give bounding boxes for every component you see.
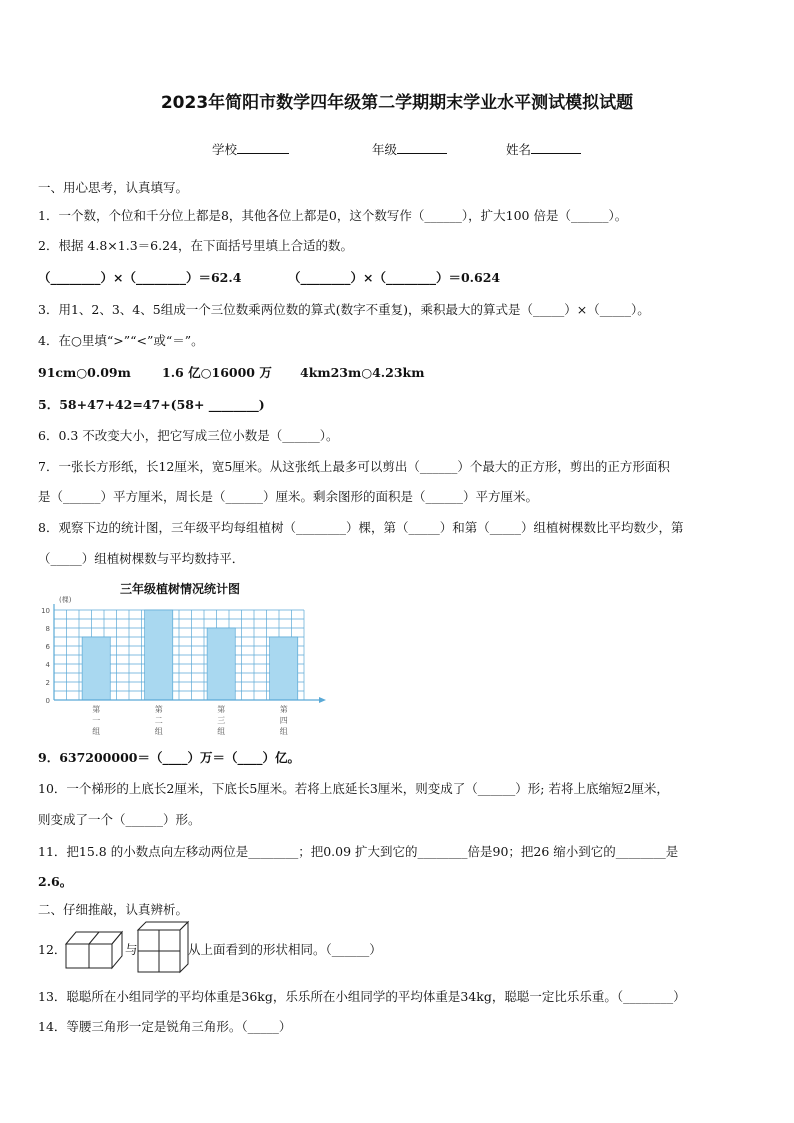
question-6: 6．0.3 不改变大小，把它写成三位小数是（______）。 <box>38 428 339 443</box>
x-tick-label: 第 <box>217 705 226 714</box>
y-tick-label: 8 <box>45 625 50 633</box>
x-tick-label: 二 <box>154 716 163 725</box>
y-tick-label: 10 <box>41 607 50 615</box>
school-field[interactable] <box>212 141 289 158</box>
question-11-line-2: 2.6。 <box>38 874 73 889</box>
name-label: 姓名 <box>506 142 532 157</box>
bar-第四组 <box>270 637 298 700</box>
question-9: 9．637200000＝（____）万＝（____）亿。 <box>38 750 300 765</box>
x-tick-label: 组 <box>279 727 288 736</box>
question-4: 4．在○里填“>”“<”或“＝”。 <box>38 333 204 348</box>
school-label: 学校 <box>212 142 238 157</box>
x-tick-label: 第 <box>154 705 163 714</box>
x-tick-label: 第 <box>279 705 288 714</box>
grade-field[interactable] <box>372 141 447 158</box>
cube-shape-b <box>136 920 190 974</box>
page-title: 2023年简阳市数学四年级第二学期期末学业水平测试模拟试题 <box>160 93 634 113</box>
x-tick-label: 组 <box>154 727 163 736</box>
section-2-heading: 二、仔细推敲，认真辨析。 <box>38 902 189 917</box>
question-12-and: 与 <box>125 942 138 957</box>
question-8-line-2: （_____）组植树棵数与平均数持平． <box>38 551 245 566</box>
section-1-heading: 一、用心思考，认真填写。 <box>38 180 189 195</box>
question-11-line-1: 11．把15.8 的小数点向左移动两位是________；把0.09 扩大到它的________倍是90；把26 缩小到它的________是 <box>38 844 679 859</box>
x-axis-arrow <box>319 697 326 703</box>
question-14: 14．等腰三角形一定是锐角三角形。（_____） <box>38 1019 292 1034</box>
y-tick-label: 0 <box>45 697 50 705</box>
bar-chart <box>36 590 336 740</box>
bar-第一组 <box>82 637 110 700</box>
question-4a: 91cm○0.09m <box>38 365 131 380</box>
bar-第三组 <box>207 628 235 700</box>
cube-shape-a <box>64 926 126 970</box>
question-7-line-2: 是（______）平方厘米，周长是（______）厘米。剩余图形的面积是（______）平方厘米。 <box>38 489 539 504</box>
x-tick-label: 组 <box>92 727 101 736</box>
x-tick-label: 四 <box>279 716 288 725</box>
question-2a: （________）×（________）＝62.4 <box>38 270 242 285</box>
question-1: 1．一个数，个位和千分位上都是8，其他各位上都是0，这个数写作（______），扩大100 倍是（______）。 <box>38 208 628 223</box>
chart-title: 三年级植树情况统计图 <box>120 582 241 596</box>
x-tick-label: 三 <box>217 716 226 725</box>
question-8-line-1: 8．观察下边的统计图，三年级平均每组植树（________）棵，第（_____）和第（_____）组植树棵数比平均数少，第 <box>38 520 684 535</box>
question-13: 13．聪聪所在小组同学的平均体重是36kg，乐乐所在小组同学的平均体重是34kg，聪聪一定比乐乐重。（________） <box>38 989 686 1004</box>
grade-label: 年级 <box>372 142 398 157</box>
question-10-line-1: 10．一个梯形的上底长2厘米，下底长5厘米。若将上底延长3厘米，则变成了（______）形; 若将上底缩短2厘米， <box>38 781 669 796</box>
x-tick-label: 一 <box>92 716 101 725</box>
question-12-text: 从上面看到的形状相同。（______） <box>188 942 382 957</box>
question-5: 5．58+47+42=47+(58+ ________) <box>38 397 265 412</box>
bar-第二组 <box>145 610 173 700</box>
y-tick-label: 6 <box>45 643 50 651</box>
y-tick-label: 4 <box>45 661 50 669</box>
question-3: 3．用1、2、3、4、5组成一个三位数乘两位数的算式(数字不重复)，乘积最大的算式是（_____）×（_____）。 <box>38 302 650 317</box>
question-12-number: 12． <box>38 942 67 957</box>
question-7-line-1: 7．一张长方形纸，长12厘米，宽5厘米。从这张纸上最多可以剪出（______）个最大的正方形，剪出的正方形面积 <box>38 459 670 474</box>
question-4c: 4km23m○4.23km <box>300 365 425 380</box>
y-tick-label: 2 <box>45 679 50 687</box>
y-axis-label: (棵) <box>59 596 72 604</box>
name-field[interactable] <box>506 141 581 158</box>
question-4b: 1.6 亿○16000 万 <box>162 365 272 380</box>
question-10-line-2: 则变成了一个（______）形。 <box>38 812 201 827</box>
question-2: 2．根据 4.8×1.3＝6.24，在下面括号里填上合适的数。 <box>38 238 353 253</box>
x-tick-label: 第 <box>92 705 101 714</box>
x-tick-label: 组 <box>217 727 226 736</box>
question-2b: （________）×（________）＝0.624 <box>288 270 501 285</box>
